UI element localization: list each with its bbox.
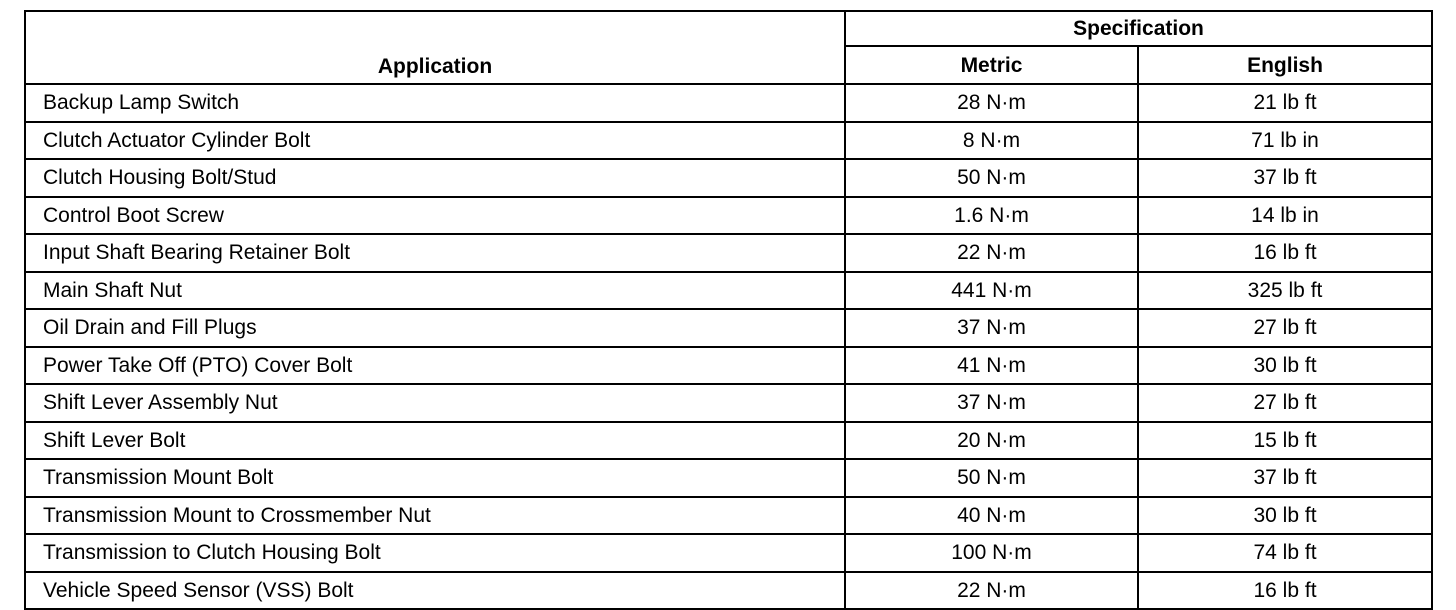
application-cell: Main Shaft Nut	[25, 272, 845, 310]
application-cell: Power Take Off (PTO) Cover Bolt	[25, 347, 845, 385]
metric-cell: 8 N·m	[845, 122, 1138, 160]
application-cell: Clutch Actuator Cylinder Bolt	[25, 122, 845, 160]
metric-cell: 20 N·m	[845, 422, 1138, 460]
table-row	[25, 197, 1432, 235]
application-cell: Oil Drain and Fill Plugs	[25, 309, 845, 347]
table-row	[25, 572, 1432, 610]
table-row	[25, 84, 1432, 122]
metric-cell: 1.6 N·m	[845, 197, 1138, 235]
english-cell: 16 lb ft	[1138, 234, 1432, 272]
metric-cell: 22 N·m	[845, 234, 1138, 272]
application-cell: Shift Lever Bolt	[25, 422, 845, 460]
metric-cell: 40 N·m	[845, 497, 1138, 535]
english-cell: 27 lb ft	[1138, 309, 1432, 347]
application-cell: Transmission Mount Bolt	[25, 459, 845, 497]
application-header: Application	[25, 11, 845, 84]
metric-cell: 37 N·m	[845, 309, 1138, 347]
table-body	[25, 84, 1432, 609]
english-cell: 27 lb ft	[1138, 384, 1432, 422]
english-cell: 37 lb ft	[1138, 159, 1432, 197]
english-header: English	[1138, 46, 1432, 84]
application-cell: Control Boot Screw	[25, 197, 845, 235]
table-row	[25, 272, 1432, 310]
fastener-spec-table	[24, 10, 1433, 610]
metric-cell: 100 N·m	[845, 534, 1138, 572]
table-row	[25, 234, 1432, 272]
english-cell: 15 lb ft	[1138, 422, 1432, 460]
table-row	[25, 497, 1432, 535]
application-cell: Backup Lamp Switch	[25, 84, 845, 122]
metric-cell: 37 N·m	[845, 384, 1138, 422]
specification-header: Specification	[845, 11, 1432, 46]
english-cell: 21 lb ft	[1138, 84, 1432, 122]
table-row	[25, 384, 1432, 422]
application-cell: Transmission Mount to Crossmember Nut	[25, 497, 845, 535]
table-row	[25, 534, 1432, 572]
table-row	[25, 347, 1432, 385]
metric-cell: 22 N·m	[845, 572, 1138, 610]
english-cell: 37 lb ft	[1138, 459, 1432, 497]
table-row	[25, 309, 1432, 347]
english-cell: 16 lb ft	[1138, 572, 1432, 610]
metric-cell: 28 N·m	[845, 84, 1138, 122]
metric-cell: 441 N·m	[845, 272, 1138, 310]
english-cell: 74 lb ft	[1138, 534, 1432, 572]
header-row-top	[25, 11, 1432, 46]
application-cell: Clutch Housing Bolt/Stud	[25, 159, 845, 197]
table-row	[25, 122, 1432, 160]
table-row	[25, 159, 1432, 197]
application-cell: Transmission to Clutch Housing Bolt	[25, 534, 845, 572]
table-row	[25, 459, 1432, 497]
metric-header: Metric	[845, 46, 1138, 84]
application-cell: Shift Lever Assembly Nut	[25, 384, 845, 422]
metric-cell: 50 N·m	[845, 159, 1138, 197]
english-cell: 30 lb ft	[1138, 497, 1432, 535]
table-header	[25, 11, 1432, 84]
english-cell: 30 lb ft	[1138, 347, 1432, 385]
english-cell: 14 lb in	[1138, 197, 1432, 235]
application-cell: Input Shaft Bearing Retainer Bolt	[25, 234, 845, 272]
metric-cell: 41 N·m	[845, 347, 1138, 385]
table-row	[25, 422, 1432, 460]
english-cell: 325 lb ft	[1138, 272, 1432, 310]
metric-cell: 50 N·m	[845, 459, 1138, 497]
english-cell: 71 lb in	[1138, 122, 1432, 160]
application-cell: Vehicle Speed Sensor (VSS) Bolt	[25, 572, 845, 610]
